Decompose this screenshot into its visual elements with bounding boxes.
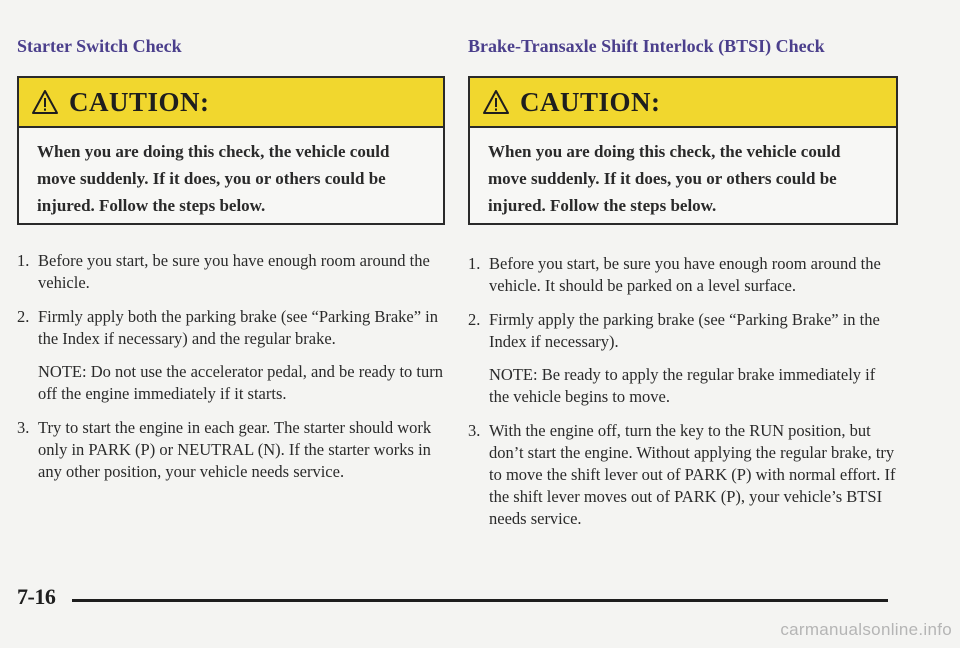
step-number: 3. [17,418,30,437]
steps-list [468,253,898,542]
caution-header [470,78,896,128]
warning-triangle-icon [31,89,59,115]
step-text: Before you start, be sure you have enough room around the vehicle. It should be parked on a level surface. [489,254,881,295]
step-text: Try to start the engine in each gear. The starter should work only in PARK (P) or NEUTRAL (N). If the starter works in any other position, your vehicle needs service. [38,418,432,481]
step-number: 3. [468,421,481,440]
step-item [17,417,445,483]
step-item [468,309,898,408]
section-title: Starter Switch Check [17,36,182,56]
step-text: Before you start, be sure you have enough room around the vehicle. [38,251,430,292]
page-number: 7-16 [17,584,56,609]
section-title: Brake-Transaxle Shift Interlock (BTSI) Check [468,36,825,56]
step-number: 1. [468,254,481,273]
step-text: Firmly apply both the parking brake (see “Parking Brake” in the Index if necessary) and the regular brake. [38,307,439,348]
step-number: 2. [17,307,30,326]
step-item [468,420,898,530]
caution-text: When you are doing this check, the vehicle could move suddenly. If it does, you or others could be injured. Follow the steps below. [37,142,390,215]
step-text: With the engine off, turn the key to the RUN position, but don’t start the engine. Without applying the regular brake, try to move the shift lever out of PARK (P) with normal effort. If the shift lever moves out of PARK (P), your vehicle’s BTSI needs service. [489,421,896,528]
caution-header [19,78,443,128]
step-text: Firmly apply the parking brake (see “Parking Brake” in the Index if necessary). [489,310,880,351]
warning-triangle-icon [482,89,510,115]
caution-label: CAUTION: [69,86,210,117]
steps-list [17,250,445,495]
step-note: NOTE: Be ready to apply the regular brake immediately if the vehicle begins to move. [489,365,876,406]
step-note: NOTE: Do not use the accelerator pedal, and be ready to turn off the engine immediately if it starts. [38,362,444,403]
step-item [17,306,445,405]
caution-box [468,76,898,225]
step-item [468,253,898,297]
footer-rule [72,599,888,602]
step-number: 2. [468,310,481,329]
step-item [17,250,445,294]
watermark-text: carmanualsonline.info [780,620,952,639]
caution-text: When you are doing this check, the vehicle could move suddenly. If it does, you or others could be injured. Follow the steps below. [488,142,841,215]
caution-label: CAUTION: [520,86,661,117]
step-number: 1. [17,251,30,270]
caution-box [17,76,445,225]
